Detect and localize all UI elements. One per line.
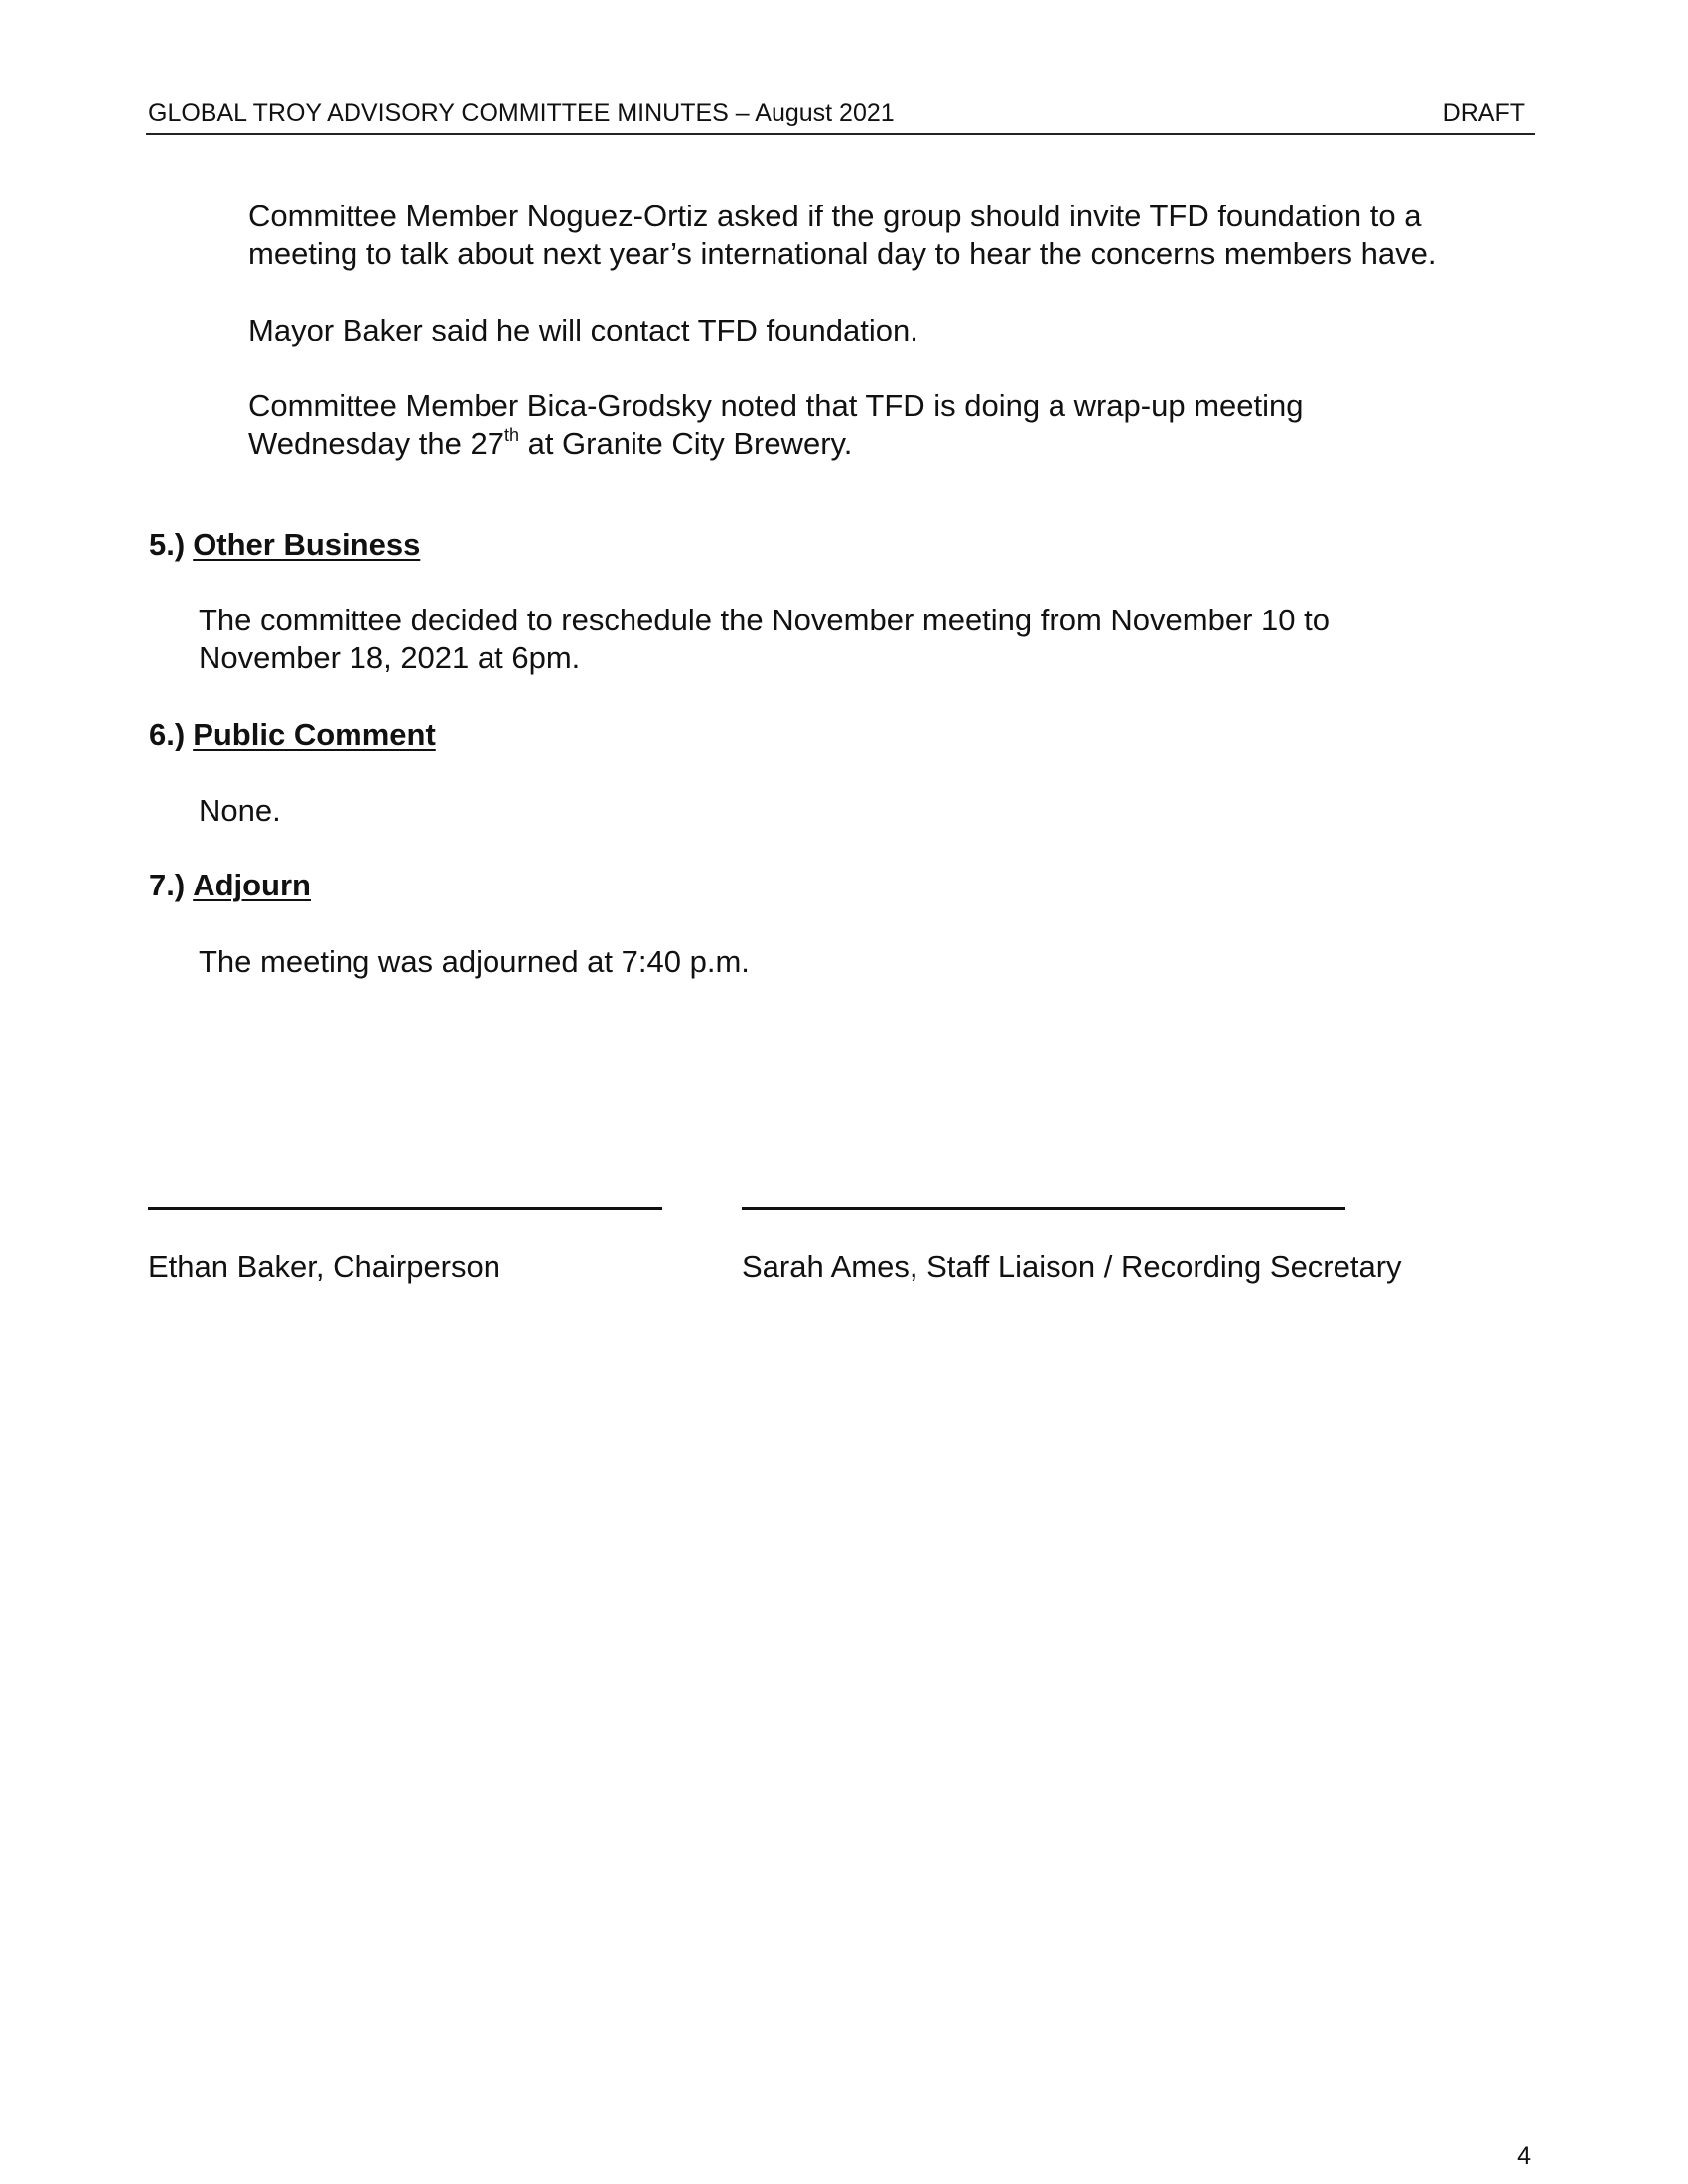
noguez-ortiz-paragraph xyxy=(248,198,1436,273)
chairperson-name: Ethan Baker, Chairperson xyxy=(148,1249,500,1284)
paragraph-line: The meeting was adjourned at 7:40 p.m. xyxy=(199,944,750,979)
ordinal-suffix: th xyxy=(503,424,519,445)
paragraph-line: None. xyxy=(199,793,281,828)
section-title: Adjourn xyxy=(193,868,311,902)
secretary-name: Sarah Ames, Staff Liaison / Recording Secretary xyxy=(742,1249,1402,1284)
draft-label: DRAFT xyxy=(1442,99,1525,127)
location-text: at Granite City Brewery. xyxy=(518,426,853,461)
paragraph-line: November 18, 2021 at 6pm. xyxy=(199,640,581,675)
paragraph-line: Committee Member Bica-Grodsky noted that TFD is doing a wrap-up meeting xyxy=(248,388,1304,423)
section-number: 5.) xyxy=(149,527,186,562)
bica-grodsky-paragraph xyxy=(248,387,1303,463)
date-text: Wednesday the 27 xyxy=(248,426,504,461)
paragraph-line xyxy=(248,425,1303,463)
section-heading-adjourn xyxy=(149,868,311,903)
chairperson-signature-line xyxy=(148,1207,662,1210)
section-number: 7.) xyxy=(149,868,186,902)
page-header xyxy=(146,99,1535,135)
section-number: 6.) xyxy=(149,717,186,751)
paragraph-line: Committee Member Noguez-Ortiz asked if the group should invite TFD foundation to a xyxy=(248,199,1422,233)
adjourn-paragraph xyxy=(199,943,750,981)
secretary-signature-line xyxy=(742,1207,1345,1210)
paragraph-line: meeting to talk about next year’s international day to hear the concerns members have. xyxy=(248,236,1437,271)
paragraph-line: Mayor Baker said he will contact TFD foundation. xyxy=(248,313,918,347)
page-number: 4 xyxy=(1517,2142,1531,2170)
section-heading-other-business xyxy=(149,527,420,563)
section-title: Other Business xyxy=(193,527,421,562)
mayor-baker-paragraph xyxy=(248,312,918,349)
section-heading-public-comment xyxy=(149,717,436,752)
section-title: Public Comment xyxy=(193,717,436,751)
public-comment-paragraph xyxy=(199,792,281,830)
header-title: GLOBAL TROY ADVISORY COMMITTEE MINUTES – August 2021 xyxy=(148,99,895,127)
other-business-paragraph xyxy=(199,602,1330,677)
paragraph-line: The committee decided to reschedule the November meeting from November 10 to xyxy=(199,603,1330,637)
